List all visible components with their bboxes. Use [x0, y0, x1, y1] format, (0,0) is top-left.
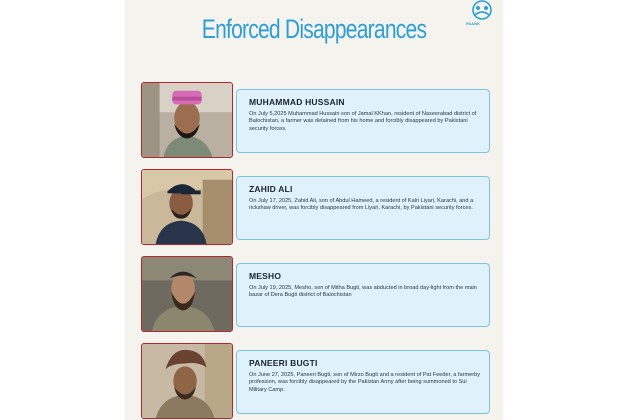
case-description: On July 17, 2025, Zahid Ali, son of Abdul Hameed, a resident of Kalri Liyari, Karachi, and a rickshaw driver, was forcibly disappeared from Liyari, Karachi, by Pakistani security forces. [249, 198, 474, 212]
case-card [141, 169, 491, 249]
person-name: PANEERI BUGTI [249, 358, 318, 368]
person-name: MESHO [249, 271, 282, 281]
case-info-box [236, 263, 490, 327]
person-photo [141, 343, 233, 419]
case-card [141, 256, 491, 336]
person-name: ZAHID ALI [249, 184, 293, 194]
person-photo [141, 82, 233, 158]
case-info-box [236, 89, 490, 153]
case-info-box [236, 350, 490, 414]
person-photo [141, 169, 233, 245]
organization-logo-icon [465, 0, 499, 22]
poster-page [125, 0, 503, 420]
case-description: On July 19, 2025, Mesho, son of Mitha Bugti, was abducted in broad day-light from the main bazar of Dera Bugti district of Balochistan [249, 285, 477, 299]
case-card [141, 343, 491, 420]
case-description: On July 5,2025 Muhammad Hussain son of Jamal KKhan, resident of Naseerabad district of Balochistan, a farmer was detained from his home and forcibly disappeared by Pakistani security forces. [249, 111, 477, 132]
case-info-box [236, 176, 490, 240]
page-title: Enforced Disappearances [201, 14, 427, 44]
case-description: On June 27, 2025, Paneeri Bugti, son of Mirzo Bugti and a resident of Pat Feeder, a farmerby profession, was forcibly disappeared by the Pakistan Army after being summoned to Sui Military Camp. [249, 372, 481, 393]
case-card [141, 82, 491, 162]
person-photo [141, 256, 233, 332]
logo-label: PAANK [466, 21, 480, 26]
person-name: MUHAMMAD HUSSAIN [249, 97, 345, 107]
